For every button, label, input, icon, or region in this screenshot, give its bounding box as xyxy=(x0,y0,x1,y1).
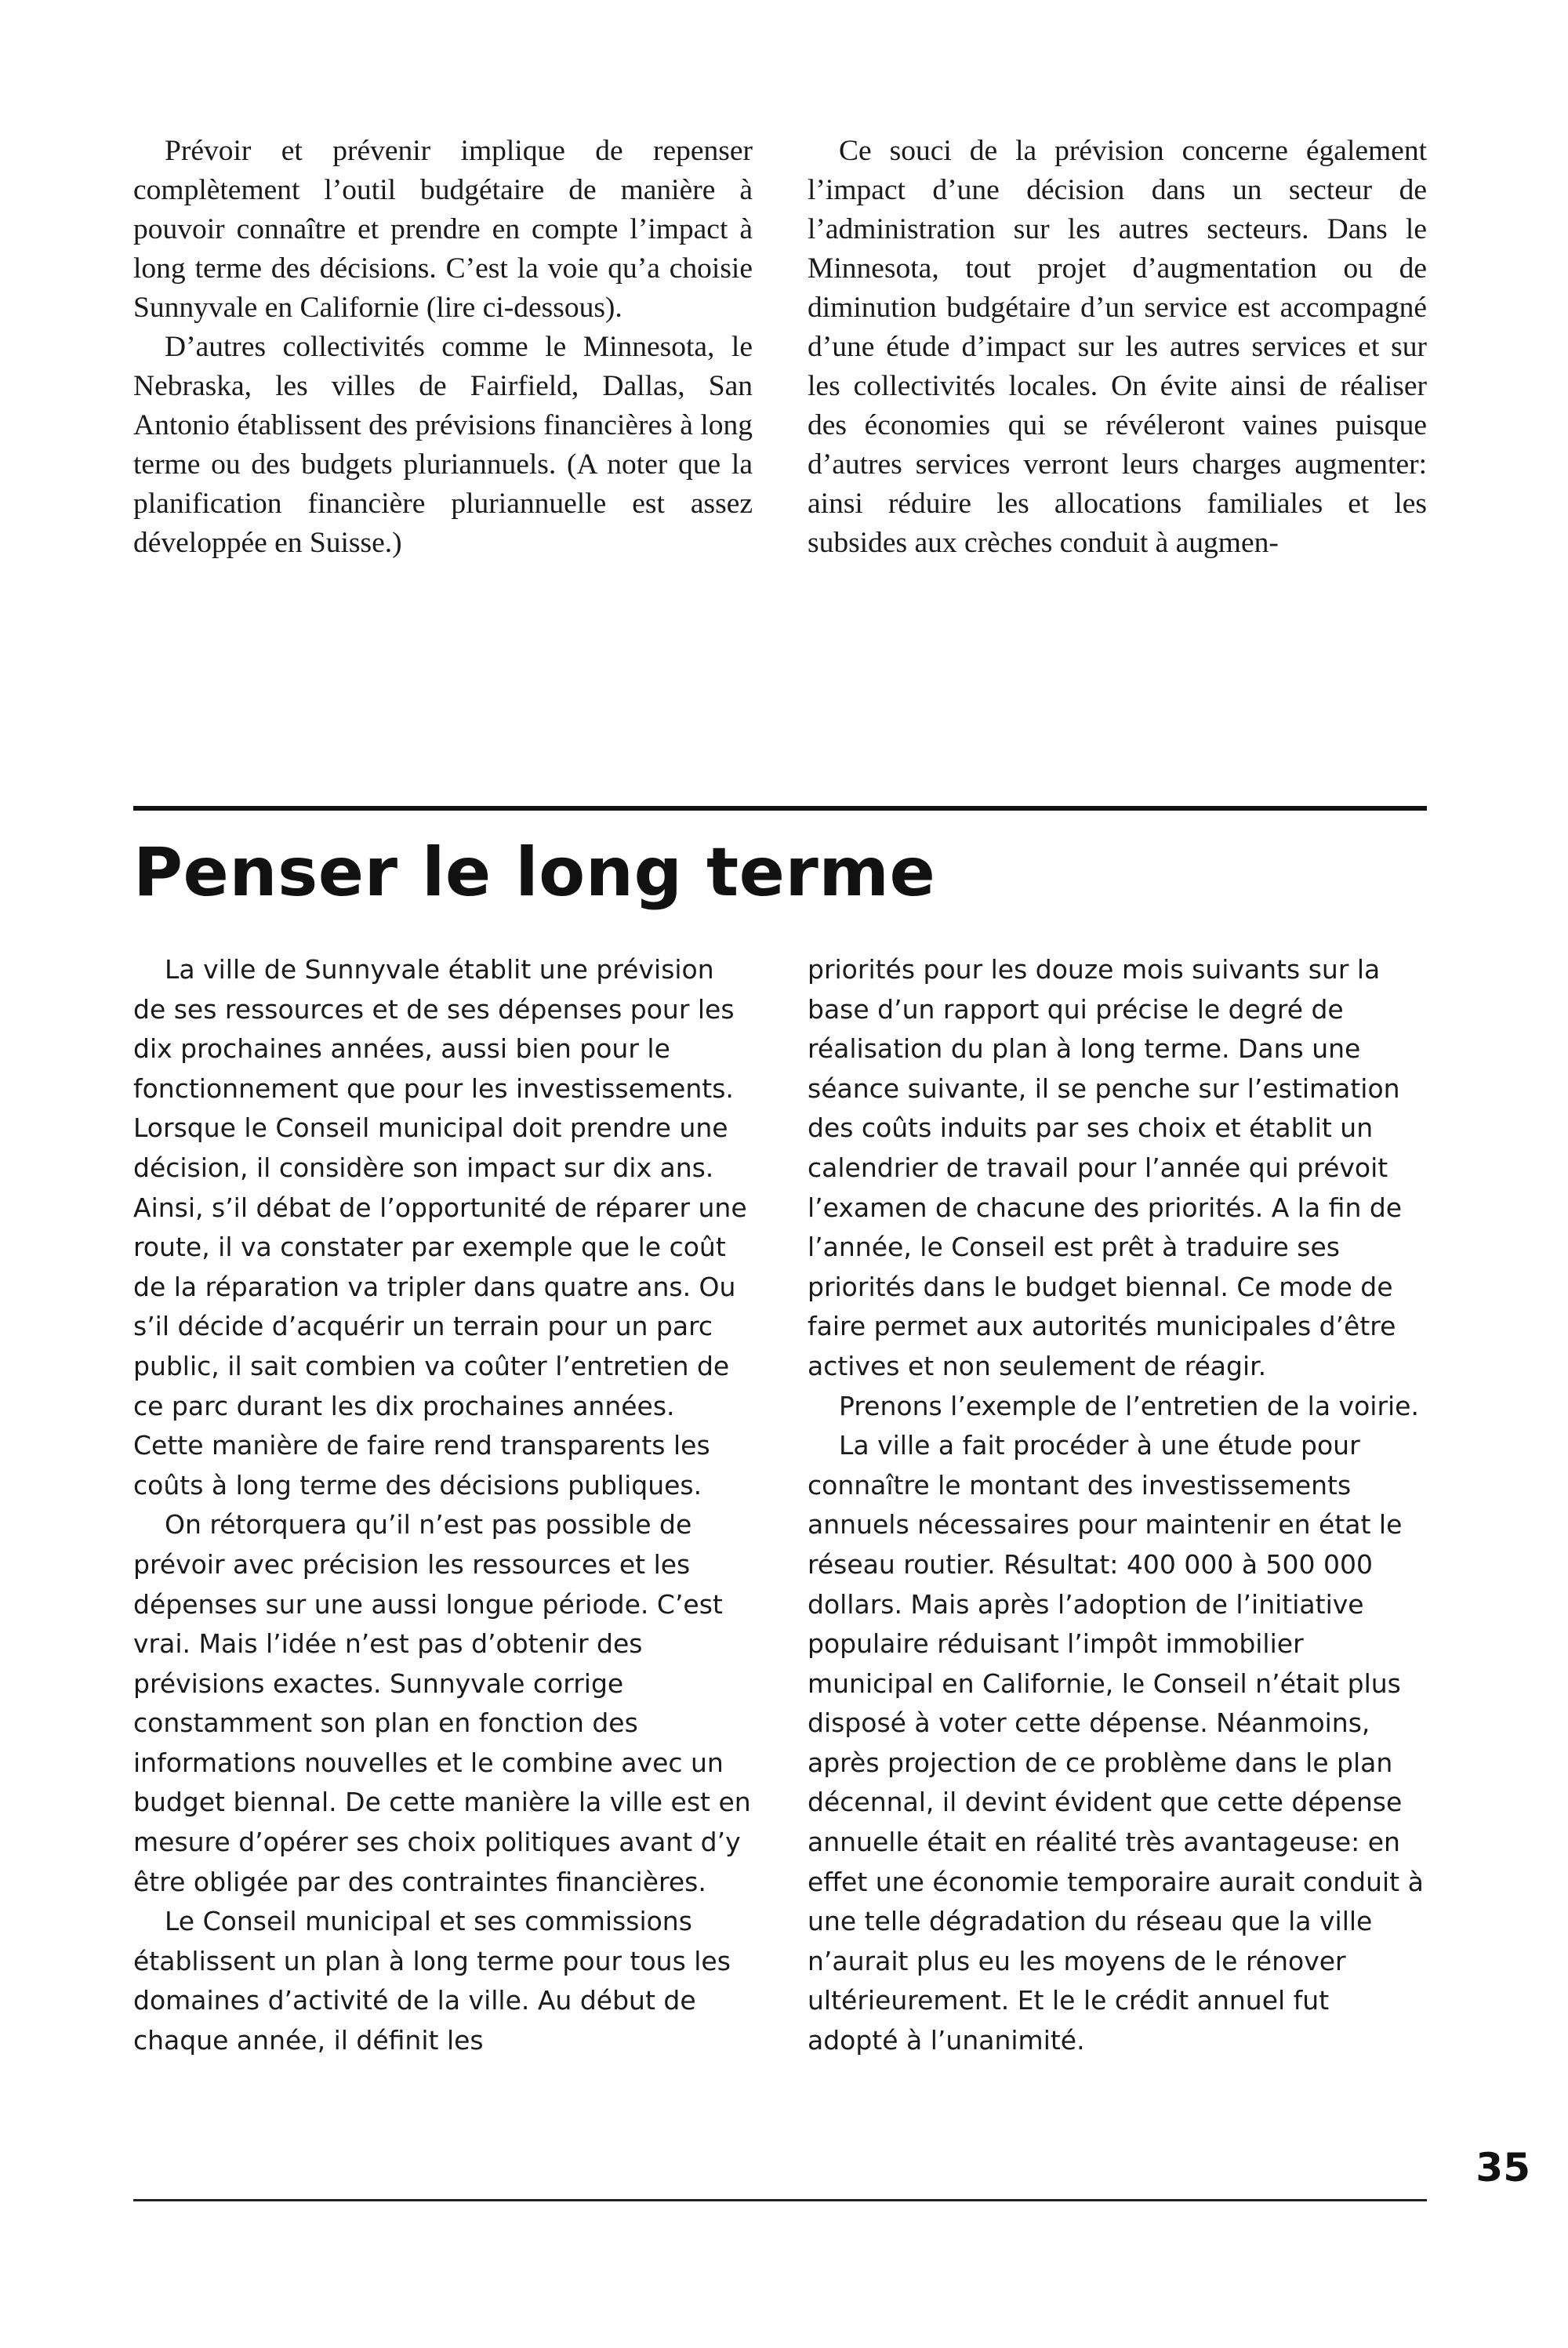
intro-column-left xyxy=(133,132,753,563)
intro-paragraph: Prévoir et prévenir implique de repenser complètement l’outil budgétaire de manière à pouvoir connaître et prendre en compte l’impact à long terme des décisions. C’est la voie qu’a choisie Sunnyvale en Californie (lire ci-dessous). xyxy=(133,135,753,324)
box-top-rule xyxy=(133,806,1427,811)
box-title: Penser le long terme xyxy=(133,833,936,912)
box-paragraph: On rétorquera qu’il n’est pas possible de prévoir avec précision les ressources et les dépenses sur une aussi longue période. C’est vrai. Mais l’idée n’est pas d’obtenir des prévisions exactes. Sunnyvale corrige constamment son plan en fonction des informations nouvelles et le combine avec un budget biennal. De cette manière la ville est en mesure d’opérer ses choix politiques avant d’y être obligée par des contraintes financières. xyxy=(133,1509,751,1897)
box-column-right xyxy=(808,950,1427,2061)
box-paragraph: Prenons l’exemple de l’entretien de la voirie. xyxy=(839,1390,1419,1421)
page-number: 35 xyxy=(1475,2145,1530,2190)
box-paragraph: Le Conseil municipal et ses commissions établissent un plan à long terme pour tous les domaines d’activité de la ville. Au début de chaque année, il définit les xyxy=(133,1906,731,2056)
box-bottom-rule xyxy=(133,2199,1427,2201)
intro-paragraph: Ce souci de la prévision concerne également l’impact d’une décision dans un secteur de l’administration sur les autres secteurs. Dans le Minnesota, tout projet d’augmentation ou de diminution budgétaire d’un service est accompagné d’une étude d’impact sur les autres services et sur les collectivités locales. On évite ainsi de réaliser des économies qui se révéleront vaines puisque d’autres services verront leurs charges augmenter: ainsi réduire les allocations familiales et les subsides aux crèches conduit à augmen- xyxy=(808,135,1427,559)
intro-paragraph: D’autres collectivités comme le Minnesota, le Nebraska, les villes de Fairfield, Dallas, San Antonio établissent des prévisions financières à long terme ou des budgets pluriannuels. (A noter que la planification financière pluriannuelle est assez développée en Suisse.) xyxy=(133,331,753,559)
box-column-left xyxy=(133,950,753,2061)
box-paragraph-continuation: priorités pour les douze mois suivants sur la base d’un rapport qui précise le degré de réalisation du plan à long terme. Dans une séance suivante, il se penche sur l’estimation des coûts induits par ses choix et établit un calendrier de travail pour l’année qui prévoit l’examen de chacune des priorités. A la fin de l’année, le Conseil est prêt à traduire ses priorités dans le budget biennal. Ce mode de faire permet aux autorités municipales d’être actives et non seulement de réagir. xyxy=(808,954,1403,1381)
intro-column-right xyxy=(808,132,1427,563)
box-paragraph: La ville de Sunnyvale établit une prévision de ses ressources et de ses dépenses pour les dix prochaines années, aussi bien pour le fonctionnement que pour les investissements. Lorsque le Conseil municipal doit prendre une décision, il considère son impact sur dix ans. Ainsi, s’il débat de l’opportunité de réparer une route, il va constater par exemple que le coût de la réparation va tripler dans quatre ans. Ou s’il décide d’acquérir un terrain pour un parc public, il sait combien va coûter l’entretien de ce parc durant les dix prochaines années. Cette manière de faire rend transparents les coûts à long terme des décisions publiques. xyxy=(133,954,747,1501)
box-paragraph: La ville a fait procéder à une étude pour connaître le montant des investissements annuels nécessaires pour maintenir en état le réseau routier. Résultat: 400 000 à 500 000 dollars. Mais après l’adoption de l’initiative populaire réduisant l’impôt immobilier municipal en Californie, le Conseil n’était plus disposé à voter cette dépense. Néanmoins, après projection de ce problème dans le plan décennal, il devint évident que cette dépense annuelle était en réalité très avantageuse: en effet une économie temporaire aurait conduit à une telle dégradation du réseau que la ville n’aurait plus eu les moyens de le rénover ultérieurement. Et le le crédit annuel fut adopté à l’unanimité. xyxy=(808,1430,1424,2056)
